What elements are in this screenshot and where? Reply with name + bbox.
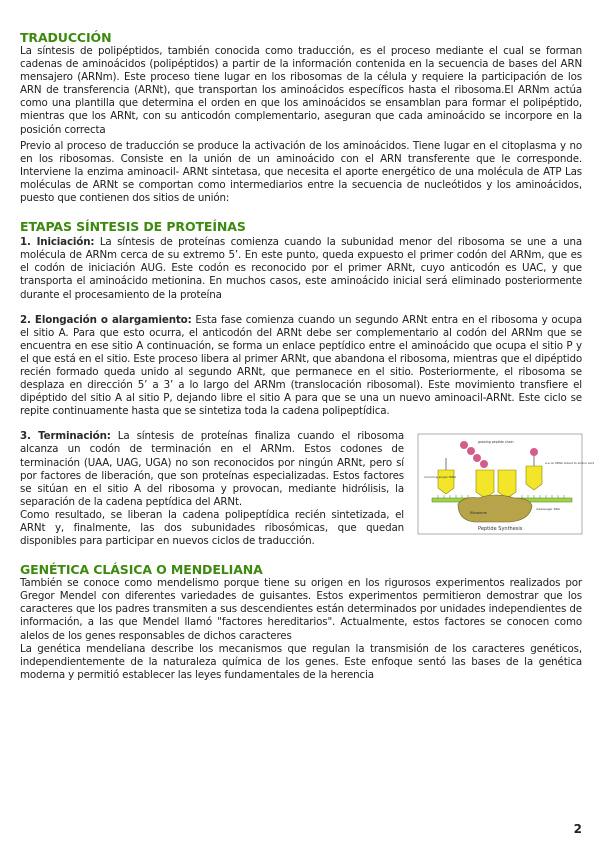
etapa-elongacion-label: 2. Elongación o alargamiento: xyxy=(20,313,192,326)
label-growing-chain: growing peptide chain xyxy=(478,440,514,445)
genetica-paragraph-2: La genética mendeliana describe los mecanismos que regulan la transmisión de los caracteres genéticos, independientemente de la naturaleza química de los genes. Este enfoque sentó las bases de la genética moderna y permitió establecer las leyes fundamentales de la herencia xyxy=(20,642,582,681)
etapa-iniciacion-label: 1. Iniciación: xyxy=(20,236,95,249)
document-page xyxy=(20,30,595,682)
amino-acid-bead xyxy=(530,448,538,456)
amino-acid-bead xyxy=(480,460,488,468)
etapa-elongacion xyxy=(20,314,582,419)
amino-acid-bead xyxy=(473,454,481,462)
etapa-terminacion-block xyxy=(20,430,595,548)
traduccion-paragraph-2: Previo al proceso de traducción se produce la activación de los aminoácidos. Tiene lugar en el citoplasma y no en los ribosomas. Consiste en la unión de un aminoácido con el ARN transferente que le corresponde. Interviene la enzima aminoacil- ARNt sintetasa, que necesita el aporte energético de una molécula de ATP Las moléculas de ARNt se comportan como intermediarios entre la secuencia de nucleótidos y los aminoácidos, puesto que contienen dos sitios de unión: xyxy=(20,139,582,205)
etapa-iniciacion-text: La síntesis de proteínas comienza cuando la subunidad menor del ribosoma se une a una molécula de ARNm cerca de su extremo 5’. En este punto, queda expuesto el primer codón del ARNm, que es el codón de iniciación AUG. Este codón es reconocido por el primer ARNt, cuyo anticodón es UAC, y que transporta el aminoácido metionina. En muchos casos, este aminoácido inicial será eliminado posteriormente durante el procesamiento de la proteína xyxy=(20,236,582,301)
etapa-terminacion-text: La síntesis de proteínas finaliza cuando el ribosoma alcanza un codón de terminación en el ARNm. Estos codones de terminación (UAA, UAG, UGA) no son reconocidos por ningún ARNt, pero sí por factores de liberación, que son proteínas especializadas. Estos factores se sitúan en el sitio A del ribosoma y provocan, mediante hidrólisis, la separación de la cadena peptídica del ARNt. xyxy=(20,430,404,508)
section-title-traduccion: TRADUCCIÓN xyxy=(20,30,112,45)
label-aa-trna: a.a on tRNA linked to amino acid xyxy=(545,461,595,466)
label-ribosome: Ribosome xyxy=(470,511,487,516)
etapa-elongacion-text: Esta fase comienza cuando un segundo ARNt entra en el ribosoma y ocupa el sitio A. Para que esto ocurra, el anticodón del ARNt debe ser complementario al codón del ARNm que se encuentra en ese sitio A continuación, se forma un enlace peptídico entre el aminoácido que ocupa el sitio P y el que está en el sitio. Este proceso libera al primer ARNt, que abandona el ribosoma, mientras que el dipéptido recién formado queda unido al segundo ARNt, que permanece en el sitio. Posteriormente, el ribosoma se desplaza en dirección 5’ a 3’ a lo largo del ARNm (translocación ribosomal). Este movimiento transfiere el dipéptido del sitio A al sitio P, dejando libre el sitio A para que se una un nuevo aminoacil-ARNt. Este ciclo se repite continuamente hasta que se sintetiza toda la cadena polipeptídica. xyxy=(20,313,583,418)
peptide-synthesis-figure xyxy=(418,434,595,534)
amino-acid-bead xyxy=(467,447,475,455)
genetica-paragraph-1: También se conoce como mendelismo porque tiene su origen en los rigurosos experimentos realizados por Gregor Mendel con diferentes variedades de guisantes. Estos experimentos permitieron demostrar que los caracteres que los padres transmiten a sus descendientes están determinados por unidades independientes de información, a las que Mendel llamó "factores hereditarios". Actualmente, estos factores se conocen como alelos de los genes responsables de dichos caracteres xyxy=(20,577,582,642)
section-title-genetica: GENÉTICA CLÁSICA O MENDELIANA xyxy=(20,562,263,578)
section-title-etapas: ETAPAS SÍNTESIS DE PROTEÍNAS xyxy=(20,219,246,235)
page-number: 2 xyxy=(573,822,582,836)
label-incoming-trna: incoming single tRNA xyxy=(424,475,457,480)
traduccion-paragraph-1: La síntesis de polipéptidos, también conocida como traducción, es el proceso mediante el cual se forman cadenas de aminoácidos (polipéptidos) a partir de la información contenida en la secuencia de bases del ARN mensajero (ARNm). Este proceso tiene lugar en los ribosomas de la célula y requiere la participación de los ARN de transferencia (ARNt), que transportan los aminoácidos específicos hasta el ribosoma.El ARNm actúa como una plantilla que determina el orden en que los aminoácidos se ensamblan para formar el polipéptido, mientras que los ARNt, con su anticodón complementario, aseguran que cada aminoácido se incorpore en la posición correcta xyxy=(20,45,582,136)
trna-a-site xyxy=(498,470,516,498)
etapa-terminacion-label: 3. Terminación: xyxy=(20,430,111,443)
trna-p-site xyxy=(476,470,494,498)
ribosome xyxy=(458,495,532,522)
figure-caption: Peptide Synthesis xyxy=(478,526,523,533)
etapa-terminacion xyxy=(20,430,404,509)
etapa-iniciacion xyxy=(20,236,582,301)
etapa-terminacion-text-2: Como resultado, se liberan la cadena polipeptídica recién sintetizada, el ARNt y, finalmente, las dos subunidades ribosómicas, que quedan disponibles para participar en nuevos ciclos de traducción. xyxy=(20,508,404,548)
label-mrna: messenger RNA xyxy=(536,507,560,512)
amino-acid-bead xyxy=(460,441,468,449)
